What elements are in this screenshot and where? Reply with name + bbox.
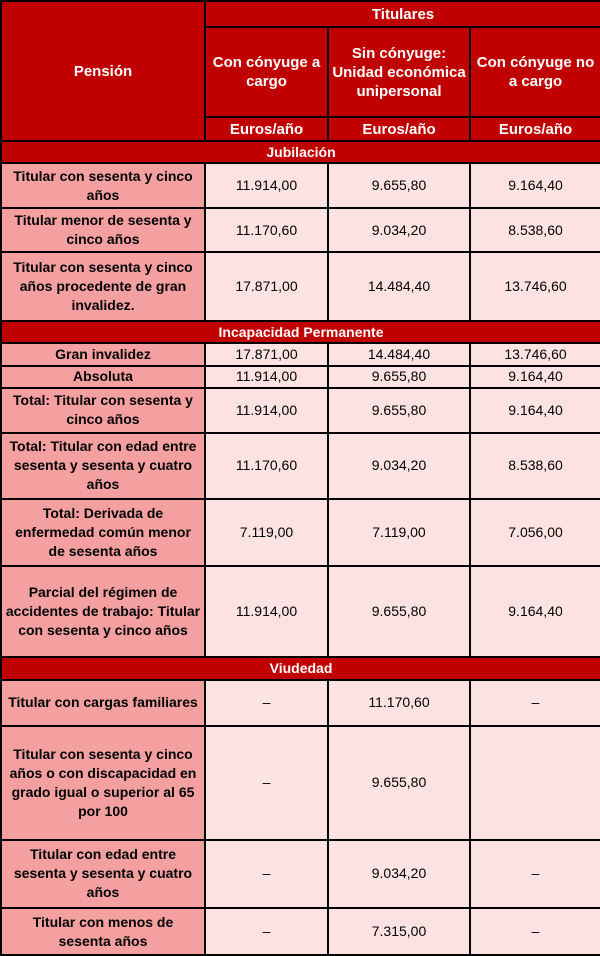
table-row [1,908,600,955]
cell-value: 14.484,40 [328,343,470,365]
row-label: Titular menor de sesenta y cinco años [1,208,205,253]
cell-value: 11.914,00 [205,163,328,208]
row-label: Total: Derivada de enfermedad común menor de sesenta años [1,499,205,566]
table-row [1,499,600,566]
table-row [1,840,600,909]
row-label: Titular con edad entre sesenta y sesenta y cuatro años [1,840,205,909]
unit-header-3: Euros/año [470,117,600,141]
cell-value: 8.538,60 [470,208,600,253]
cell-value: 9.655,80 [328,163,470,208]
cell-value: 9.164,40 [470,163,600,208]
table-row [1,163,600,208]
cell-value: 11.914,00 [205,366,328,388]
cell-value: 9.034,20 [328,208,470,253]
section-title-jubilacion: Jubilación [1,141,600,163]
table-row [1,252,600,321]
cell-value: 14.484,40 [328,252,470,321]
cell-value: 7.315,00 [328,908,470,955]
table-row [1,680,600,727]
cell-value [470,726,600,839]
section-title-incapacidad-permanente: Incapacidad Permanente [1,321,600,343]
cell-value: 11.170,60 [328,680,470,727]
cell-value: 13.746,60 [470,343,600,365]
titulares-header: Titulares [205,1,600,27]
cell-value: 9.655,80 [328,366,470,388]
cell-value: – [470,680,600,727]
cell-value: – [470,840,600,909]
cell-value: 11.914,00 [205,388,328,433]
cell-value: 9.655,80 [328,566,470,657]
cell-value: 11.914,00 [205,566,328,657]
table-row [1,726,600,839]
row-label: Titular con menos de sesenta años [1,908,205,955]
row-label: Parcial del régimen de accidentes de trabajo: Titular con sesenta y cinco años [1,566,205,657]
unit-header-2: Euros/año [328,117,470,141]
row-label: Total: Titular con edad entre sesenta y sesenta y cuatro años [1,433,205,500]
row-label: Total: Titular con sesenta y cinco años [1,388,205,433]
unit-header-1: Euros/año [205,117,328,141]
cell-value: 9.164,40 [470,366,600,388]
cell-value: – [470,908,600,955]
cell-value: – [205,908,328,955]
cell-value: 17.871,00 [205,252,328,321]
cell-value: 8.538,60 [470,433,600,500]
row-label: Absoluta [1,366,205,388]
row-label: Titular con sesenta y cinco años [1,163,205,208]
cell-value: 9.034,20 [328,433,470,500]
col-conyuge-no-cargo-header: Con cónyuge no a cargo [470,27,600,117]
cell-value: – [205,840,328,909]
cell-value: 7.119,00 [205,499,328,566]
cell-value: – [205,726,328,839]
row-label: Titular con cargas familiares [1,680,205,727]
cell-value: 7.056,00 [470,499,600,566]
cell-value: 9.655,80 [328,388,470,433]
cell-value: 9.164,40 [470,388,600,433]
cell-value: 9.655,80 [328,726,470,839]
table-row [1,208,600,253]
row-label: Gran invalidez [1,343,205,365]
row-label: Titular con sesenta y cinco años procedente de gran invalidez. [1,252,205,321]
section-title-viudedad: Viudedad [1,657,600,679]
cell-value: 11.170,60 [205,433,328,500]
cell-value: – [205,680,328,727]
table-row [1,433,600,500]
pension-header: Pensión [1,1,205,141]
table-row [1,388,600,433]
cell-value: 7.119,00 [328,499,470,566]
col-sin-conyuge-header: Sin cónyuge: Unidad económica unipersonal [328,27,470,117]
cell-value: 9.164,40 [470,566,600,657]
table-row [1,566,600,657]
cell-value: 13.746,60 [470,252,600,321]
table-row [1,343,600,365]
cell-value: 9.034,20 [328,840,470,909]
cell-value: 17.871,00 [205,343,328,365]
cell-value: 11.170,60 [205,208,328,253]
table-row [1,366,600,388]
row-label: Titular con sesenta y cinco años o con discapacidad en grado igual o superior al 65 por 100 [1,726,205,839]
col-con-conyuge-header: Con cónyuge a cargo [205,27,328,117]
